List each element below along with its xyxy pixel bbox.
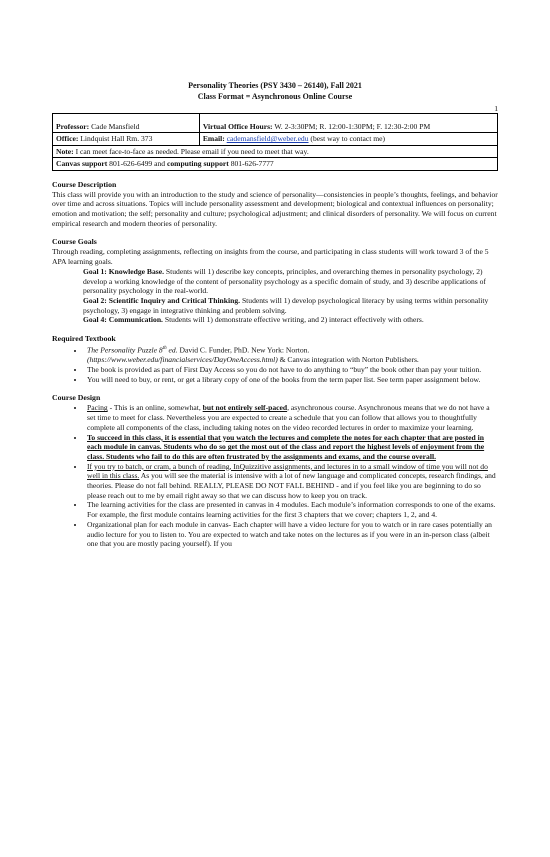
email-link[interactable]: cademansfield@weber.edu [226, 134, 309, 144]
textbook-item-3: • You will need to buy, or rent, or get a library copy of one of the books from the term paper list. See term paper assignment below. [85, 375, 498, 385]
office-label: Office: [56, 134, 79, 144]
info-row-support [53, 158, 498, 170]
description-text: This class will provide you with an introduction to the study and science of personality—consistencies in people’s thoughts, feelings, and behavior over time and across situations. Topics will include personality assessment and development; biological and contextual influences on personality; emotion and motivation; the self; personality and culture; psychological adjustment; and clinical disorders of personality. We will focus on current empirical research and modern theories of personality. [52, 189, 498, 228]
email-cell [199, 133, 497, 145]
hours-label: Virtual Office Hours: [202, 122, 273, 131]
office-cell [53, 133, 200, 145]
note-value: I can meet face-to-face as needed. Please email if you need to meet that way. [73, 146, 309, 156]
support-cell [53, 158, 498, 170]
info-row-note [53, 145, 498, 157]
goal-4-text: Students will 1) demonstrate effective writing, and 2) interact effectively with others. [162, 315, 424, 325]
design-heading: Course Design [52, 393, 101, 403]
document-page [0, 80, 550, 857]
info-row-professor [53, 114, 498, 133]
title-line-2: Class Format = Asynchronous Online Course [197, 92, 353, 101]
note-label: Note: [56, 146, 74, 156]
goal-1-text: Students will 1) describe key concepts, principles, and overarching themes in personality psychology, 2) develop a working knowledge of the content of personality psychology as a specific domain of study, and 3) describe applications of personality psychology in the real-world. [83, 266, 486, 296]
textbook-list [52, 344, 498, 384]
textbook-heading: Required Textbook [52, 334, 116, 344]
office-value: Lindquist Hall Rm. 373 [78, 134, 153, 144]
professor-label: Professor: [56, 122, 90, 131]
hours-value: W. 2-3:30PM; R. 12:00-1:30PM; F. 12:30-2:00 PM [272, 122, 431, 131]
info-row-office [53, 133, 498, 145]
goal-2-text: Students will 1) develop psychological literacy by using terms within personality psychology, 3) engage in integrative thinking and problem solving. [83, 295, 489, 315]
canvas-support-value: 801-626-6499 and [107, 159, 167, 169]
description-heading: Course Description [52, 179, 117, 189]
textbook-item-1 [85, 344, 498, 365]
textbook-tail: & Canvas integration with Norton Publishers. [277, 355, 419, 365]
professor-cell [53, 114, 200, 133]
title-line-1: Personality Theories (PSY 3430 – 26140), Fall 2021 [188, 81, 362, 90]
pacing-text-a: - This is an online, somewhat, [107, 403, 203, 413]
pacing-label: Pacing [87, 403, 108, 413]
computing-support-value: 801-626-7777 [228, 159, 274, 169]
cram-rest: As you will see the material is intensive with a lot of new language and complicated concepts, research findings, and theories. Please do not fall behind. REALLY, PLEASE DO NOT FALL BEHIND - and if you feel like you are beginning to do so please reach out to me by email right away so that we can discuss how to keep you on track. [87, 471, 496, 500]
goal-4-label: Goal 4: Communication. [83, 315, 163, 325]
design-item-succeed: • To succeed in this class, it is essential that you watch the lectures and complete the notes for each chapter that are posted in each module in canvas. Students who do so get the most out of the class and report the highest levels of enjoyment from the class. Students who fail to do this are often frustrated by the assignments and exams, and the course overall. [85, 433, 498, 462]
design-list [52, 403, 498, 549]
email-label: Email: [202, 134, 225, 144]
textbook-item-2: • The book is provided as part of First Day Access so you do not have to do anything to “buy” the book other than pay your tuition. [85, 365, 498, 375]
info-table [52, 113, 498, 171]
goal-2-label: Goal 2: Scientific Inquiry and Critical Thinking. [83, 295, 241, 305]
pacing-emphasis: but not entirely self-paced [202, 403, 288, 413]
goal-1 [52, 267, 498, 296]
textbook-edition: ed. [166, 345, 178, 355]
design-item-organization: • Organizational plan for each module in canvas- Each chapter will have a video lecture for you to watch or in rare cases potentially an audio lecture for you to listen to. You are expected to watch and take notes on the lectures as if you were in an in-person class (albeit one that you are mostly pacing yourself). If you [85, 520, 498, 549]
course-title [52, 80, 498, 102]
goal-4 [52, 315, 498, 325]
cram-underlined: If you try to batch, or cram, a bunch of reading, InQuizzitive assignments, and lectures in to a small window of time you will not do well in this class. [87, 461, 488, 481]
professor-value: Cade Mansfield [89, 122, 140, 131]
goal-1-label: Goal 1: Knowledge Base. [83, 266, 164, 276]
textbook-edition-sup: th [162, 346, 167, 352]
goals-intro: Through reading, completing assignments, reflecting on insights from the course, and participating in class students will work toward 3 of the 5 APA learning goals. [52, 247, 489, 267]
computing-support-label: computing support [166, 159, 229, 169]
design-item-modules: • The learning activities for the class are presented in canvas in 4 modules. Each module’s information corresponds to one of the exams. For example, the first module contains learning activities for the first 3 chapters that we cover; chapters 1, 2, and 4. [85, 500, 498, 519]
email-note: (best way to contact me) [308, 134, 386, 144]
page-number: 1 [494, 104, 498, 113]
textbook-author: David C. Funder, PhD. New York: Norton. [177, 345, 310, 355]
hours-cell [199, 114, 497, 133]
note-cell [53, 145, 498, 157]
design-item-cram [85, 462, 498, 501]
goal-2 [52, 296, 498, 315]
canvas-support-label: Canvas support [56, 159, 108, 169]
textbook-url[interactable]: (https://www.weber.edu/financialservices/DayOneAccess.html) [87, 355, 278, 365]
pacing-text-b: , asynchronous course. Asynchronous means that we do not have a set time to meet for class. Nevertheless you are expected to create a schedule that you can follow that allows you to thoughtfully complete all components of the class, including taking notes on the video recorded lectures in order to maximize your learning. [87, 403, 490, 432]
goals-heading: Course Goals [52, 237, 97, 247]
design-item-pacing [85, 403, 498, 432]
textbook-title: The Personality Puzzle 8 [87, 345, 163, 355]
